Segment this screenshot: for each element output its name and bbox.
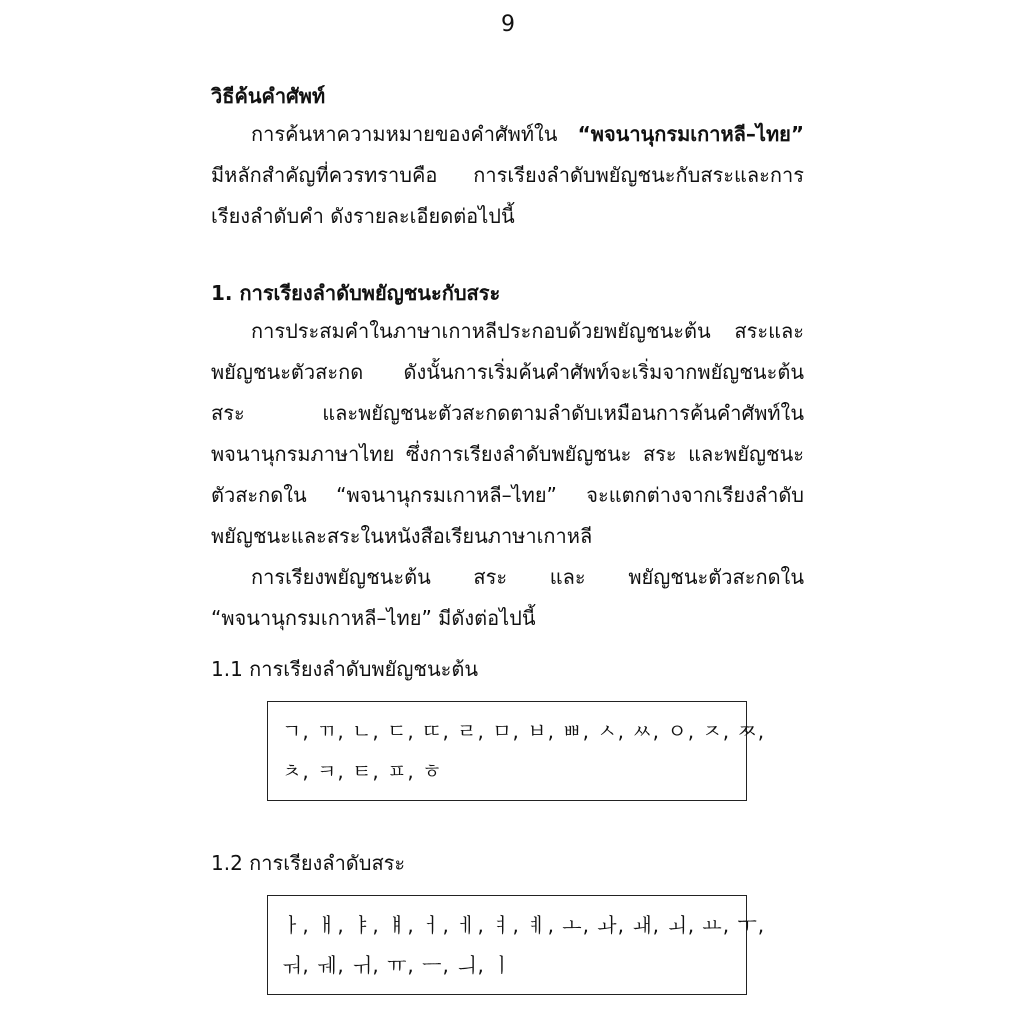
consonant-line-1: ㄱ, ㄲ, ㄴ, ㄷ, ㄸ, ㄹ, ㅁ, ㅂ, ㅃ, ㅅ, ㅆ, ㅇ, ㅈ, ㅉ, [282, 719, 766, 743]
section-1-paragraph-2: การเรียงพยัญชนะต้น สระ และ พยัญชนะตัวสะกดใน “พจนานุกรมเกาหลี–ไทย” มีดังต่อไปนี้ [211, 565, 804, 630]
intro-text-start: การค้นหาความหมายของคำศัพท์ใน [251, 122, 578, 146]
consonant-line-2: ㅊ, ㅋ, ㅌ, ㅍ, ㅎ [282, 759, 443, 783]
subsection-1-1-title: 1.1 การเรียงลำดับพยัญชนะต้น [211, 657, 479, 681]
section-1-paragraph-1: การประสมคำในภาษาเกาหลีประกอบด้วยพยัญชนะต้น สระและพยัญชนะตัวสะกด ดังนั้นการเริ่มค้นคำศัพท์จะเริ่มจากพยัญชนะต้น สระ และพยัญชนะตัวสะกดตามลำดับเหมือนการค้นคำศัพท์ในพจนานุกรมภาษาไทย ซึ่งการเรียงลำดับพยัญชนะ สระ และพยัญชนะตัวสะกดใน “พจนานุกรมเกาหลี–ไทย” จะแตกต่างจากเรียงลำดับพยัญชนะและสระในหนังสือเรียนภาษาเกาหลี [211, 319, 804, 548]
vowel-line-1: ㅏ, ㅐ, ㅑ, ㅒ, ㅓ, ㅔ, ㅕ, ㅖ, ㅗ, ㅘ, ㅙ, ㅚ, ㅛ, ㅜ, [282, 913, 766, 937]
page-number: 9 [501, 12, 515, 37]
dictionary-title: “พจนานุกรมเกาหลี–ไทย” [577, 122, 804, 146]
intro-paragraph [211, 114, 804, 237]
consonant-order-box [267, 701, 766, 801]
section-1-title: 1. การเรียงลำดับพยัญชนะกับสระ [211, 281, 501, 305]
intro-text-end: มีหลักสำคัญที่ควรทราบคือ การเรียงลำดับพยัญชนะกับสระและการเรียงลำดับคำ ดังรายละเอียดต่อไปนี้ [211, 163, 804, 228]
vowel-order-box [267, 895, 766, 995]
page-heading: วิธีค้นคำศัพท์ [211, 84, 326, 108]
page-content [211, 78, 804, 995]
vowel-line-2: ㅝ, ㅞ, ㅟ, ㅠ, ㅡ, ㅢ, ㅣ [282, 953, 513, 977]
subsection-1-2-title: 1.2 การเรียงลำดับสระ [211, 851, 406, 875]
